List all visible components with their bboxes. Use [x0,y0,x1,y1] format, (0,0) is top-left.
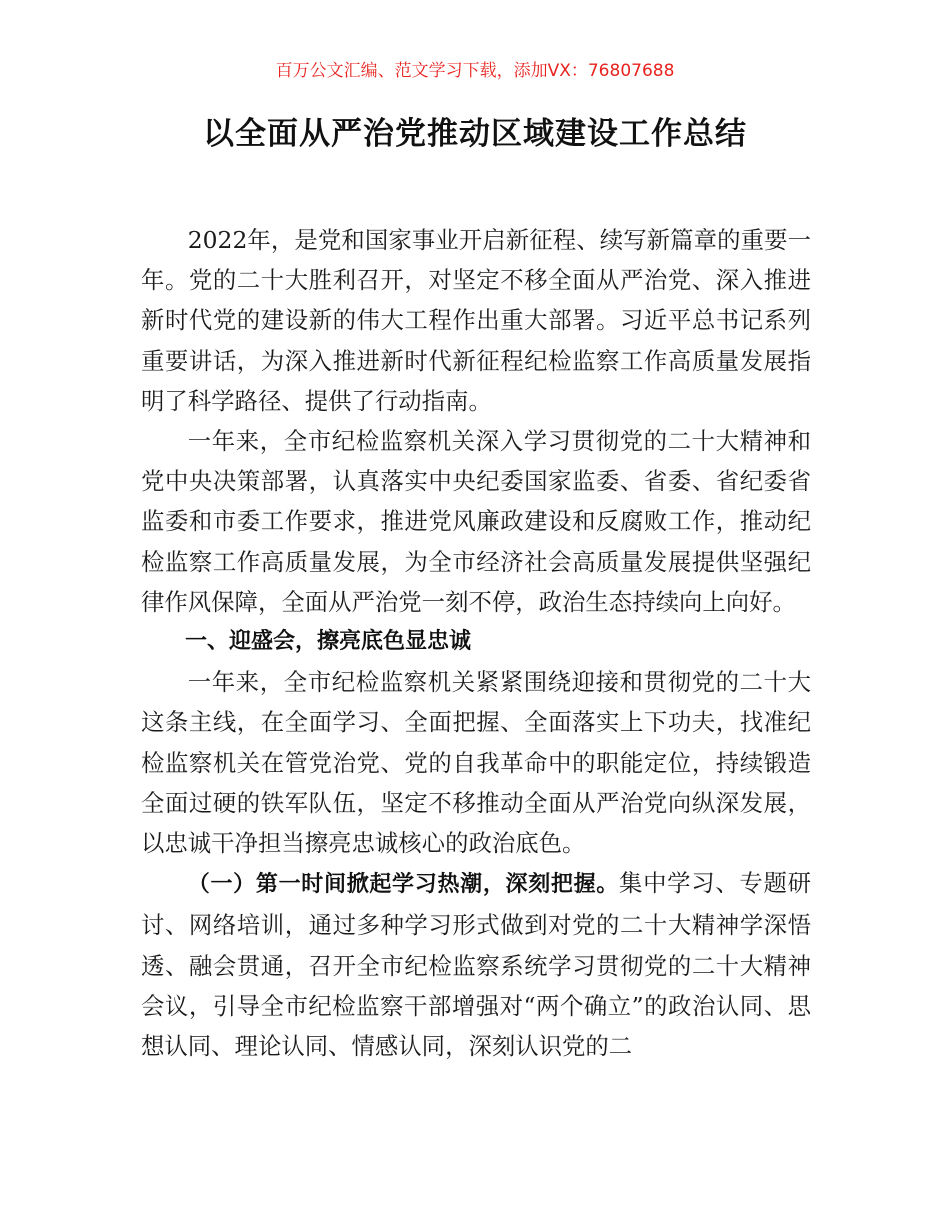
section-1-paragraph: 一年来，全市纪检监察机关紧紧围绕迎接和贯彻党的二十大这条主线，在全面学习、全面把握、全面落实上下功夫，找准纪检监察机关在管党治党、党的自我革命中的职能定位，持续锻造全面过硬的铁军队伍，坚定不移推动全面从严治党向纵深发展，以忠诚干净担当擦亮忠诚核心的政治底色。 [141,668,811,858]
subsection-1-paragraph [141,863,811,1066]
paragraph-intro: 2022年，是党和国家事业开启新征程、续写新篇章的重要一年。党的二十大胜利召开，对坚定不移全面从严治党、深入推进新时代党的建设新的伟大工程作出重大部署。习近平总书记系列重要讲话，为深入推进新时代新征程纪检监察工作高质量发展指明了科学路径、提供了行动指南。 [141,226,811,415]
subsection-1-text: 集中学习、专题研讨、网络培训，通过多种学习形式做到对党的二十大精神学深悟透、融会贯通，召开全市纪检监察系统学习贯彻党的二十大精神会议，引导全市纪检监察干部增强对“两个确立”的政治认同、思想认同、理论认同、情感认同，深刻认识党的二 [141,869,811,1061]
header-contact-note: 百万公文汇编、范文学习下载，添加VX：76807688 [275,61,675,81]
document-body [141,220,811,1066]
section-heading-1: 一、迎盛会，擦亮底色显忠诚 [185,629,472,655]
subsection-1-lead: （一）第一时间掀起学习热潮，深刻把握。 [187,872,619,898]
document-title: 以全面从严治党推动区域建设工作总结 [203,116,747,152]
paragraph-summary: 一年来，全市纪检监察机关深入学习贯彻党的二十大精神和党中央决策部署，认真落实中央纪委国家监委、省委、省纪委省监委和市委工作要求，推进党风廉政建设和反腐败工作，推动纪检监察工作高质量发展，为全市经济社会高质量发展提供坚强纪律作风保障，全面从严治党一刻不停，政治生态持续向上向好。 [141,427,811,616]
